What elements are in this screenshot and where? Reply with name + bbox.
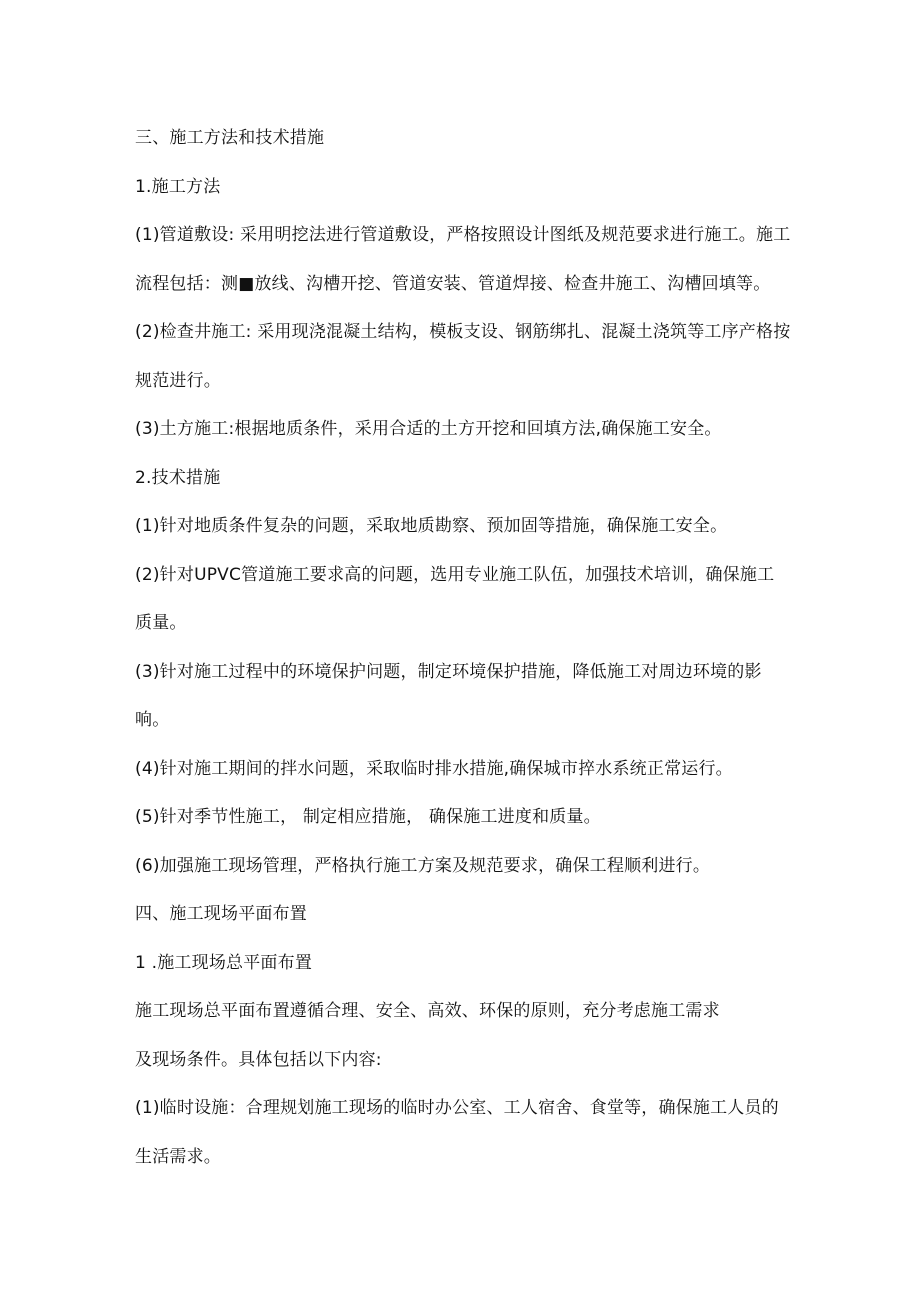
paragraph-line: (3)针对施工过程中的环境保护问题，制定环境保护措施，降低施工对周边环境的影 [135, 662, 762, 682]
subsection-heading: 1 .施工现场总平面布置 [135, 953, 313, 973]
subsection-heading: 2.技术措施 [135, 468, 221, 488]
subsection-heading: 1.施工方法 [135, 177, 221, 197]
paragraph-line: (2)检查井施工: 采用现浇混凝土结构，模板支设、钢筋绑扎、混凝土浇筑等工序产格按 [135, 322, 791, 342]
paragraph-line: 规范进行。 [135, 371, 221, 391]
paragraph-line: 生活需求。 [135, 1147, 221, 1167]
paragraph-line: (2)针对UPVC管道施工要求高的问题，选用专业施工队伍，加强技术培训，确保施工 [135, 565, 775, 585]
paragraph-line: (1)针对地质条件复杂的问题，采取地质勘察、预加固等措施，确保施工安全。 [135, 516, 728, 536]
paragraph-line: (4)针对施工期间的拌水问题，采取临时排水措施,确保城市捽水系统正常运行。 [135, 759, 733, 779]
paragraph-line: 施工现场总平面布置遵循合理、安全、高效、环保的原则，充分考虑施工需求 [135, 1001, 720, 1021]
section-heading: 四、施工现场平面布置 [135, 904, 307, 924]
paragraph-line: (5)针对季节性施工， 制定相应措施， 确保施工进度和质量。 [135, 807, 601, 827]
paragraph-line: 及现场条件。具体包括以下内容: [135, 1050, 382, 1070]
paragraph-line: (1)管道敷设: 采用明挖法进行管道敷设，严格按照设计图纸及规范要求进行施工。施工 [135, 225, 791, 245]
paragraph-line: (3)土方施工:根据地质条件，采用合适的土方开挖和回填方法,确保施工安全。 [135, 419, 722, 439]
section-heading: 三、施工方法和技术措施 [135, 128, 325, 148]
paragraph-line: (6)加强施工现场管理，严格执行施工方案及规范要求，确保工程顺利进行。 [135, 856, 711, 876]
paragraph-line: (1)临时设施：合理规划施工现场的临时办公室、工人宿舍、食堂等，确保施工人员的 [135, 1098, 779, 1118]
paragraph-line: 质量。 [135, 613, 187, 633]
paragraph-line: 流程包括：测■放线、沟槽开挖、管道安装、管道焊接、检查井施工、沟槽回填等。 [135, 274, 771, 294]
paragraph-line: 响。 [135, 710, 170, 730]
